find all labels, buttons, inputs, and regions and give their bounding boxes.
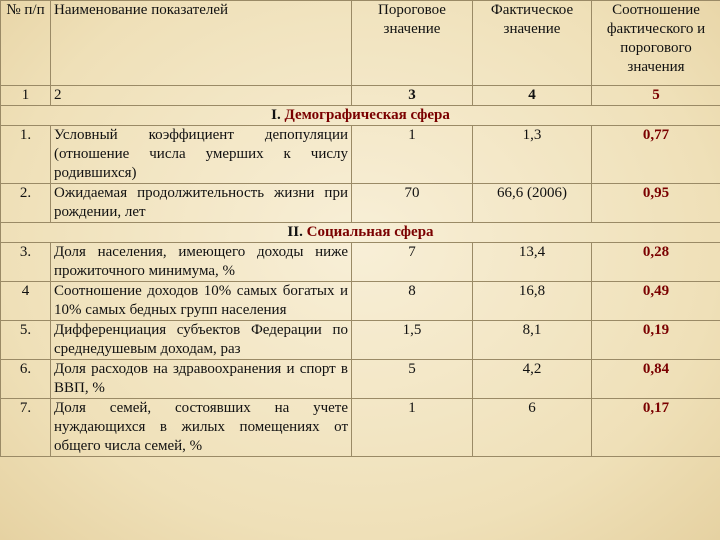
- table-row: [1, 321, 720, 360]
- row-threshold: 1: [352, 126, 473, 184]
- header-ratio: Соотношение фактического и порогового значения: [592, 1, 720, 86]
- row-threshold: 5: [352, 360, 473, 399]
- row-ratio: 0,77: [592, 126, 720, 184]
- section-row: [1, 106, 720, 126]
- row-actual: 13,4: [473, 243, 592, 282]
- row-threshold: 1,5: [352, 321, 473, 360]
- row-threshold: 8: [352, 282, 473, 321]
- row-name: Соотношение доходов 10% самых богатых и 10% самых бедных групп населения: [51, 282, 352, 321]
- row-actual: 66,6 (2006): [473, 184, 592, 223]
- column-number-5: 5: [592, 86, 720, 106]
- column-number-2: 2: [51, 86, 352, 106]
- table-row: [1, 184, 720, 223]
- column-number-row: [1, 86, 720, 106]
- row-num: 4: [1, 282, 51, 321]
- row-threshold: 1: [352, 399, 473, 457]
- section-roman: II.: [287, 224, 303, 240]
- table-row: [1, 126, 720, 184]
- row-threshold: 7: [352, 243, 473, 282]
- section-roman: I.: [271, 107, 281, 123]
- table-row: [1, 399, 720, 457]
- header-name: Наименование показателей: [51, 1, 352, 86]
- column-number-3: 3: [352, 86, 473, 106]
- table-row: [1, 243, 720, 282]
- row-num: 2.: [1, 184, 51, 223]
- row-ratio: 0,19: [592, 321, 720, 360]
- section-title: Демографическая сфера: [284, 107, 450, 123]
- section-row: [1, 223, 720, 243]
- section-heading: [1, 106, 720, 126]
- row-num: 7.: [1, 399, 51, 457]
- row-name: Доля расходов на здравоохранения и спорт в ВВП, %: [51, 360, 352, 399]
- row-name: Ожидаемая продолжительность жизни при рождении, лет: [51, 184, 352, 223]
- row-ratio: 0,84: [592, 360, 720, 399]
- row-name: Доля семей, состоявших на учете нуждающихся в жилых помещениях от общего числа семей, %: [51, 399, 352, 457]
- row-num: 1.: [1, 126, 51, 184]
- header-row: [1, 1, 720, 86]
- column-number-4: 4: [473, 86, 592, 106]
- row-ratio: 0,49: [592, 282, 720, 321]
- header-num: № п/п: [1, 1, 51, 86]
- row-actual: 8,1: [473, 321, 592, 360]
- row-name: Дифференциация субъектов Федерации по среднедушевым доходам, раз: [51, 321, 352, 360]
- row-actual: 4,2: [473, 360, 592, 399]
- row-ratio: 0,95: [592, 184, 720, 223]
- row-num: 5.: [1, 321, 51, 360]
- row-name: Условный коэффициент депопуляции (отношение числа умерших к числу родившихся): [51, 126, 352, 184]
- section-heading: [1, 223, 720, 243]
- table-row: [1, 360, 720, 399]
- row-threshold: 70: [352, 184, 473, 223]
- row-ratio: 0,28: [592, 243, 720, 282]
- column-number-1: 1: [1, 86, 51, 106]
- row-num: 3.: [1, 243, 51, 282]
- row-ratio: 0,17: [592, 399, 720, 457]
- row-actual: 16,8: [473, 282, 592, 321]
- row-name: Доля населения, имеющего доходы ниже прожиточного минимума, %: [51, 243, 352, 282]
- row-actual: 6: [473, 399, 592, 457]
- header-threshold: Пороговое значение: [352, 1, 473, 86]
- row-actual: 1,3: [473, 126, 592, 184]
- table-row: [1, 282, 720, 321]
- section-title: Социальная сфера: [306, 224, 434, 240]
- row-num: 6.: [1, 360, 51, 399]
- header-actual: Фактическое значение: [473, 1, 592, 86]
